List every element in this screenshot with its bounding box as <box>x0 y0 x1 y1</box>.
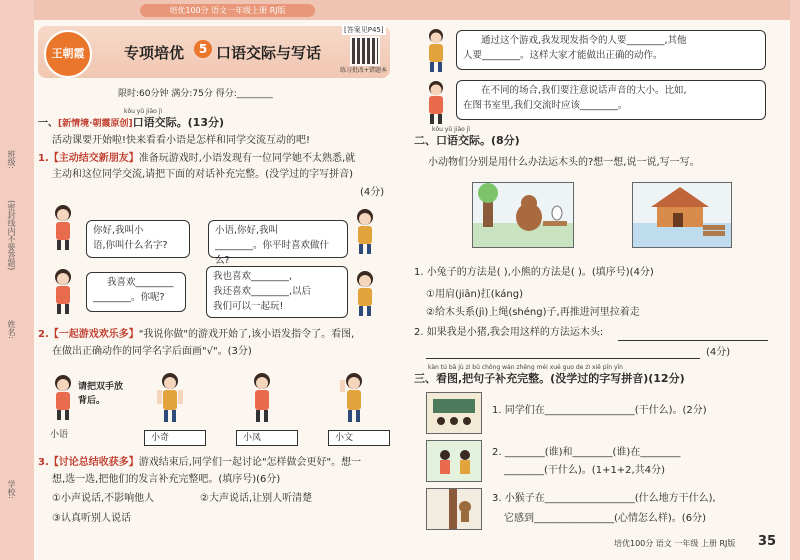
sec2-pinyin: kǒu yǔ jiāo jì <box>432 126 471 133</box>
sec1-intro: 活动课要开始啦!快来看看小语是怎样和同学交流互动的吧! <box>52 135 311 146</box>
brand-logo: 王朝霞 <box>44 30 92 78</box>
q2-text-line2: 在做出正确动作的同学名字后面画"√"。(3分) <box>52 346 252 357</box>
q3-text-line2: 想,选一选,把他们的发言补充完整吧。(填序号)(6分) <box>52 474 281 485</box>
right-margin-strip <box>790 0 800 560</box>
q2-text-line1: 2.【一起游戏欢乐多】"我说你做"的游戏开始了,该小语发指令了。看图, <box>38 329 355 340</box>
left-margin-strip <box>0 0 34 560</box>
sec2-q2-line2[interactable] <box>426 358 700 359</box>
dialogue-bubble-4: 我也喜欢________, 我还喜欢________,以后 我们可以一起玩! <box>206 266 348 318</box>
monkey-illustration <box>426 488 482 530</box>
side-school-label: 学校: <box>7 480 16 499</box>
sec2-q2-score: (4分) <box>706 347 731 358</box>
new-friend-figure-1 <box>352 208 378 256</box>
dialogue-bubble-3: 我喜欢________ ________。你呢? <box>86 272 186 312</box>
kid-xiaofeng-figure <box>248 372 276 424</box>
kid-xiaoqi-figure <box>156 372 184 424</box>
sec2-intro: 小动物们分别是用什么办法运木头的?想一想,说一说,写一写。 <box>428 157 700 168</box>
name-box-xiaowen[interactable]: 小文 <box>328 430 390 446</box>
sec3-sentence-2-line2: ________(干什么)。(1+1+2,共4分) <box>504 465 665 476</box>
sec2-opt1: ①用肩(jiān)扛(káng) <box>426 289 524 300</box>
q3-text-line1: 3.【讨论总结收获多】游戏结束后,同学们一起讨论"怎样做会更好"。想一 <box>38 457 362 468</box>
sec3-pinyin: kàn tú bǎ jù zi bǔ chōng wán zhěng méi xué guo de zì xiě pīn yīn <box>428 364 623 371</box>
top-border-strip <box>0 0 800 20</box>
side-class-label: 班级: <box>7 150 16 169</box>
qr-caption: 练习批改+错题本 <box>340 67 388 74</box>
girl-xiaoyu-figure-2 <box>50 268 76 316</box>
sec3-sentence-3-line1: 3. 小猴子在__________________(什么地方干什么), <box>492 493 716 504</box>
dialogue-bubble-2: 小语,你好,我叫 ________。你平时喜欢做什么? <box>208 220 348 258</box>
banner-title-a: 专项培优 <box>124 44 185 62</box>
sec2-q2-line1[interactable] <box>618 340 768 341</box>
rabbit-bear-illustration <box>472 182 574 248</box>
q1-text-line1: 1.【主动结交新朋友】准备玩游戏时,小语发现有一位同学她不太熟悉,就 <box>38 153 356 164</box>
q3-option-3: ③认真听别人说话 <box>52 513 131 524</box>
unit-number-badge: 5 <box>194 40 212 58</box>
q2-instruction-bubble: 请把双手放背后。 <box>78 382 124 406</box>
q3-option-1: ①小声说话,不影响他人 <box>52 493 155 504</box>
girl-xiaoyu-figure-3 <box>50 374 76 422</box>
side-name-label: 姓名: <box>7 320 16 339</box>
dialogue-bubble-1: 你好,我叫小 语,你叫什么名字? <box>86 220 190 258</box>
sec3-heading: 三、看图,把句子补充完整。(没学过的字写拼音)(12分) <box>414 372 685 385</box>
sec1-heading: 一、[新情境·朝霞原创]口语交际。(13分) <box>38 116 225 129</box>
sec2-q2: 2. 如果我是小猪,我会用这样的方法运木头: <box>414 327 604 338</box>
new-friend-figure-2 <box>352 270 378 318</box>
page-number: 35 <box>758 534 777 549</box>
q3-option-2: ②大声说话,让别人听清楚 <box>200 493 313 504</box>
q2-speaker-label: 小语 <box>50 430 69 440</box>
classroom-illustration <box>426 392 482 434</box>
page-footer: 培优100分 语文 一年级 上册 RJ版 <box>614 539 736 548</box>
girl-xiaoyu-figure-1 <box>50 204 76 252</box>
qr-code-icon[interactable] <box>350 36 380 66</box>
q1-score: (4分) <box>360 187 385 198</box>
name-box-xiaoqi[interactable]: 小奇 <box>144 430 206 446</box>
sec3-sentence-2-line1: 2. ________(谁)和________(谁)在________ <box>492 447 681 458</box>
header-pill: 培优100分 语文一年级上册 RJ版 <box>140 4 315 17</box>
summary-bubble-2: 在不同的场合,我们要注意说话声音的大小。比如, 在图书室里,我们交流时应该________。 <box>456 80 766 120</box>
girl-figure-right-2 <box>424 80 448 126</box>
q1-text-line2: 主动和这位同学交流,请把下面的对话补充完整。(没学过的字写拼音) <box>52 169 353 180</box>
sec2-heading: 二、口语交际。(8分) <box>414 134 520 147</box>
kid-xiaowen-figure <box>340 372 368 424</box>
sec1-pinyin: kǒu yǔ jiāo jì <box>124 108 163 115</box>
time-score-limits: 限时:60分钟 满分:75分 得分:________ <box>118 89 273 99</box>
side-seal-note: (密封线内不要答题) <box>7 200 16 271</box>
sec3-sentence-3-line2: 它感到________________(心情怎么样)。(6分) <box>504 513 706 524</box>
sec2-q1: 1. 小兔子的方法是( ),小熊的方法是( )。(填序号)(4分) <box>414 267 654 278</box>
answer-reference: [答案见P45] <box>344 26 384 34</box>
summary-bubble-1: 通过这个游戏,我发现发指令的人要________,其他 人要________。这样大家才能做出正确的动作。 <box>456 30 766 70</box>
name-box-xiaofeng[interactable]: 小凤 <box>236 430 298 446</box>
boy-figure-right-1 <box>424 28 448 74</box>
banner-title-b: 口语交际与写话 <box>216 44 322 62</box>
house-logs-illustration <box>632 182 732 248</box>
sec3-sentence-1: 1. 同学们在__________________(干什么)。(2分) <box>492 405 707 416</box>
kids-playing-illustration <box>426 440 482 482</box>
sec2-opt2: ②给木头系(jì)上绳(shéng)子,再推进河里拉着走 <box>426 307 640 318</box>
